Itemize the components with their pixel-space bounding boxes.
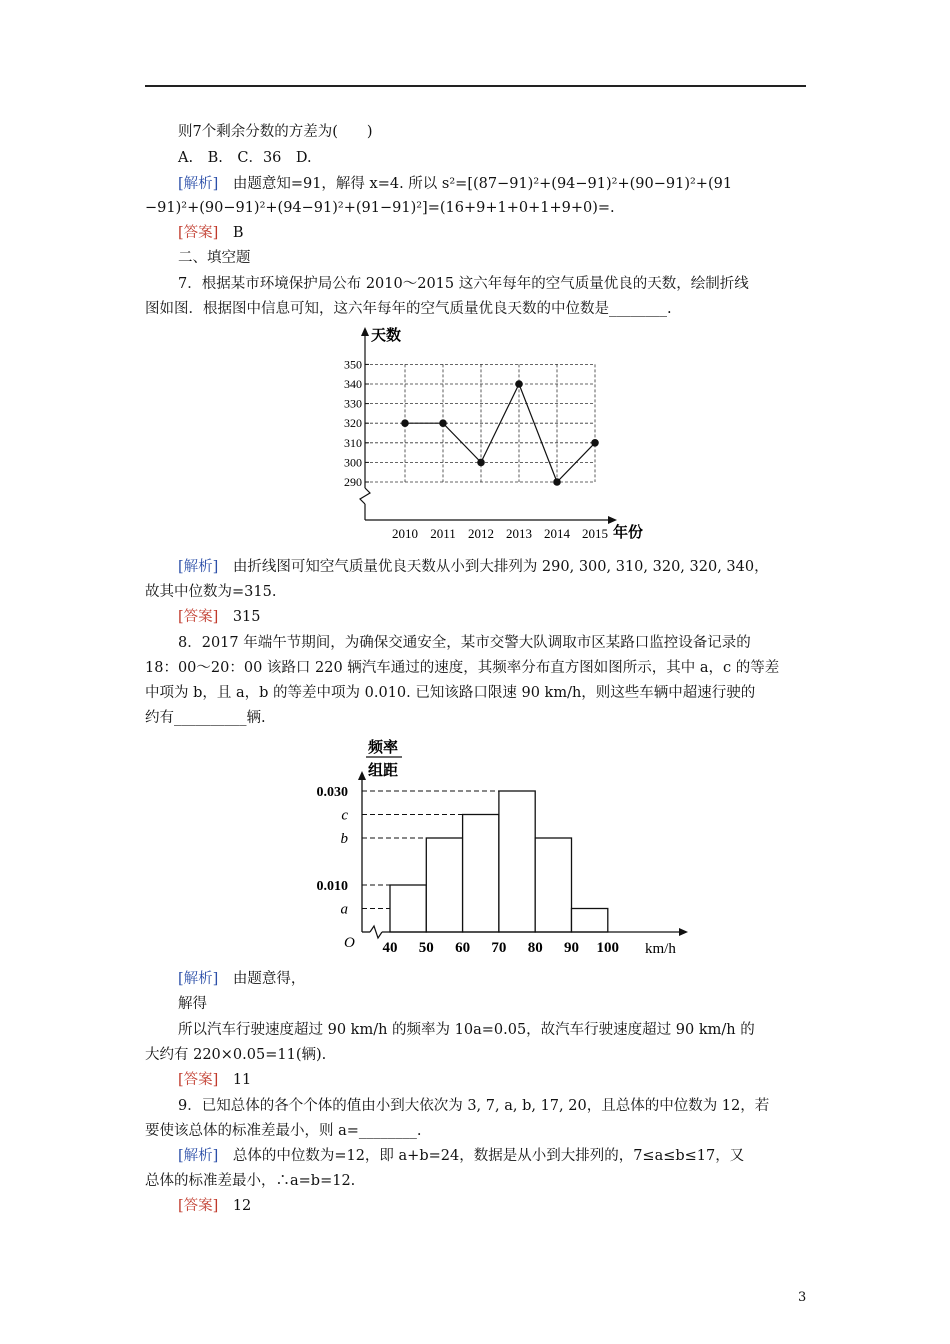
answer-text: 11 (218, 1072, 252, 1088)
data-point (439, 419, 447, 427)
analysis-text: 总体的中位数为=12，即 a+b=24，数据是从小到大排列的，7≤a≤b≤17，又 (218, 1148, 745, 1164)
q9-analysis (178, 1146, 744, 1166)
x-tick-label: 60 (455, 940, 471, 956)
q8-stem-cont-2: 中项为 b，且 a，b 的等差中项为 0.010. 已知该路口限速 90 km/h，则这些车辆中超速行驶的 (145, 685, 756, 701)
q9-answer (178, 1196, 251, 1216)
histogram-ylabel-top: 频率 (368, 740, 399, 756)
y-tick-label: 330 (344, 396, 362, 411)
series-line (405, 384, 595, 482)
y-axis-arrow (361, 327, 369, 336)
x-tick-label: 2011 (430, 526, 456, 541)
q6-analysis-cont: −91)²+(90−91)²+(94−91)²+(91−91)²]=(16+9+1+0+1+9+0)=. (145, 200, 615, 216)
q8-stem: 8．2017 年端午节期间，为确保交通安全，某市交警大队调取市区某路口监控设备记录的 (178, 635, 751, 651)
q8-analysis (178, 969, 305, 989)
q8-analysis-cont-2: 大约有 220×0.05=11(辆). (145, 1047, 327, 1063)
y-tick-label: 310 (344, 435, 362, 450)
histogram-bar (463, 815, 499, 933)
section-heading: 二、填空题 (178, 250, 251, 266)
q9-analysis-cont: 总体的标准差最小，∴a=b=12. (145, 1173, 356, 1189)
q8-stem-cont-3: 约有__________辆. (145, 710, 266, 726)
q8-stem-cont-1: 18：00～20：00 该路口 220 辆汽车通过的速度，其频率分布直方图如图所示，其中 a，c 的等差 (145, 660, 780, 676)
data-point (553, 478, 561, 486)
answer-tag: [答案] (178, 1198, 219, 1214)
x-tick-label: 80 (527, 940, 543, 956)
q8-analysis-cont: 所以汽车行驶速度超过 90 km/h 的频率为 10a=0.05，故汽车行驶速度超过 90 km/h 的 (178, 1022, 755, 1038)
q7-stem-cont: 图如图．根据图中信息可知，这六年每年的空气质量优良天数的中位数是________. (145, 301, 672, 317)
histogram-bar (572, 909, 608, 933)
q7-analysis-cont: 故其中位数为=315. (145, 584, 277, 600)
q8-answer (178, 1070, 251, 1090)
answer-text: 12 (218, 1198, 252, 1214)
y-marker-label: b (340, 831, 348, 847)
q6-answer (178, 223, 243, 243)
line-chart (335, 323, 655, 545)
histogram-bars (390, 791, 608, 932)
y-marker-label: 0.030 (316, 785, 348, 800)
analysis-text: 由折线图可知空气质量优良天数从小到大排列为 290, 300, 310, 320, 320, 340， (218, 559, 769, 575)
x-tick-label: 100 (596, 940, 620, 956)
x-axis-arrow (679, 928, 688, 936)
y-tick-label: 320 (344, 416, 362, 431)
y-axis-arrow (358, 771, 366, 780)
histogram-origin: O (344, 935, 355, 951)
y-marker-label: 0.010 (316, 879, 348, 894)
x-tick-label: 2013 (506, 526, 532, 541)
analysis-tag: [解析] (178, 1148, 219, 1164)
q7-analysis (178, 557, 769, 577)
x-tick-label: 2012 (468, 526, 494, 541)
y-tick-label: 340 (344, 377, 362, 391)
q6-options: A. B. C．36 D. (178, 150, 312, 166)
data-point (591, 439, 599, 447)
data-point (477, 459, 485, 467)
x-tick-label: 40 (382, 940, 398, 956)
line-chart-ylabel: 天数 (371, 328, 402, 344)
line-chart-series (401, 380, 599, 486)
histogram-bar (535, 838, 571, 932)
y-tick-label: 300 (344, 455, 362, 470)
header-rule (145, 85, 806, 87)
x-tick-label: 2014 (544, 526, 570, 541)
axis-break (360, 488, 370, 504)
q7-answer (178, 607, 261, 627)
x-tick-label: 2010 (392, 526, 418, 541)
histogram-chart (298, 735, 698, 963)
q7-stem: 7．根据某市环境保护局公布 2010～2015 这六年每年的空气质量优良的天数，绘制折线 (178, 276, 749, 292)
x-tick-label: 2015 (582, 526, 608, 541)
page-number: 3 (798, 1290, 807, 1305)
answer-text: 315 (218, 609, 261, 625)
x-tick-label: 70 (491, 940, 507, 956)
histogram-bar (426, 838, 462, 932)
answer-text: B (218, 225, 244, 241)
histogram-ylabel-bottom: 组距 (368, 763, 399, 779)
answer-tag: [答案] (178, 225, 219, 241)
x-axis-arrow (608, 516, 617, 524)
q9-stem-cont: 要使该总体的标准差最小，则 a=________. (145, 1123, 422, 1139)
histogram-bar (499, 791, 535, 932)
y-tick-label: 290 (344, 475, 362, 489)
q8-analysis-solve: 解得 (178, 996, 207, 1012)
line-chart-axes (344, 327, 617, 541)
analysis-text: 由题意知=91，解得 x=4. 所以 s²=[(87−91)²+(94−91)²+(90−91)²+(91 (218, 176, 733, 192)
analysis-tag: [解析] (178, 971, 219, 987)
line-chart-xlabel: 年份 (613, 525, 644, 541)
y-marker-label: c (341, 807, 348, 824)
histogram-bar (390, 885, 426, 932)
axis-break (370, 926, 382, 938)
histogram-xlabel: km/h (645, 941, 676, 957)
data-point (515, 380, 523, 388)
y-marker-label: a (340, 901, 348, 918)
answer-tag: [答案] (178, 1072, 219, 1088)
answer-tag: [答案] (178, 609, 219, 625)
x-tick-label: 50 (418, 940, 434, 956)
analysis-tag: [解析] (178, 176, 219, 192)
data-point (401, 419, 409, 427)
q9-stem: 9．已知总体的各个个体的值由小到大依次为 3, 7, a, b, 17, 20，且总体的中位数为 12，若 (178, 1098, 770, 1114)
q6-analysis (178, 174, 732, 194)
analysis-tag: [解析] (178, 559, 219, 575)
x-tick-label: 90 (564, 940, 579, 956)
y-tick-label: 350 (344, 357, 362, 372)
analysis-text: 由题意得， (218, 971, 306, 987)
q6-stem: 则7个剩余分数的方差为( ) (178, 124, 373, 140)
